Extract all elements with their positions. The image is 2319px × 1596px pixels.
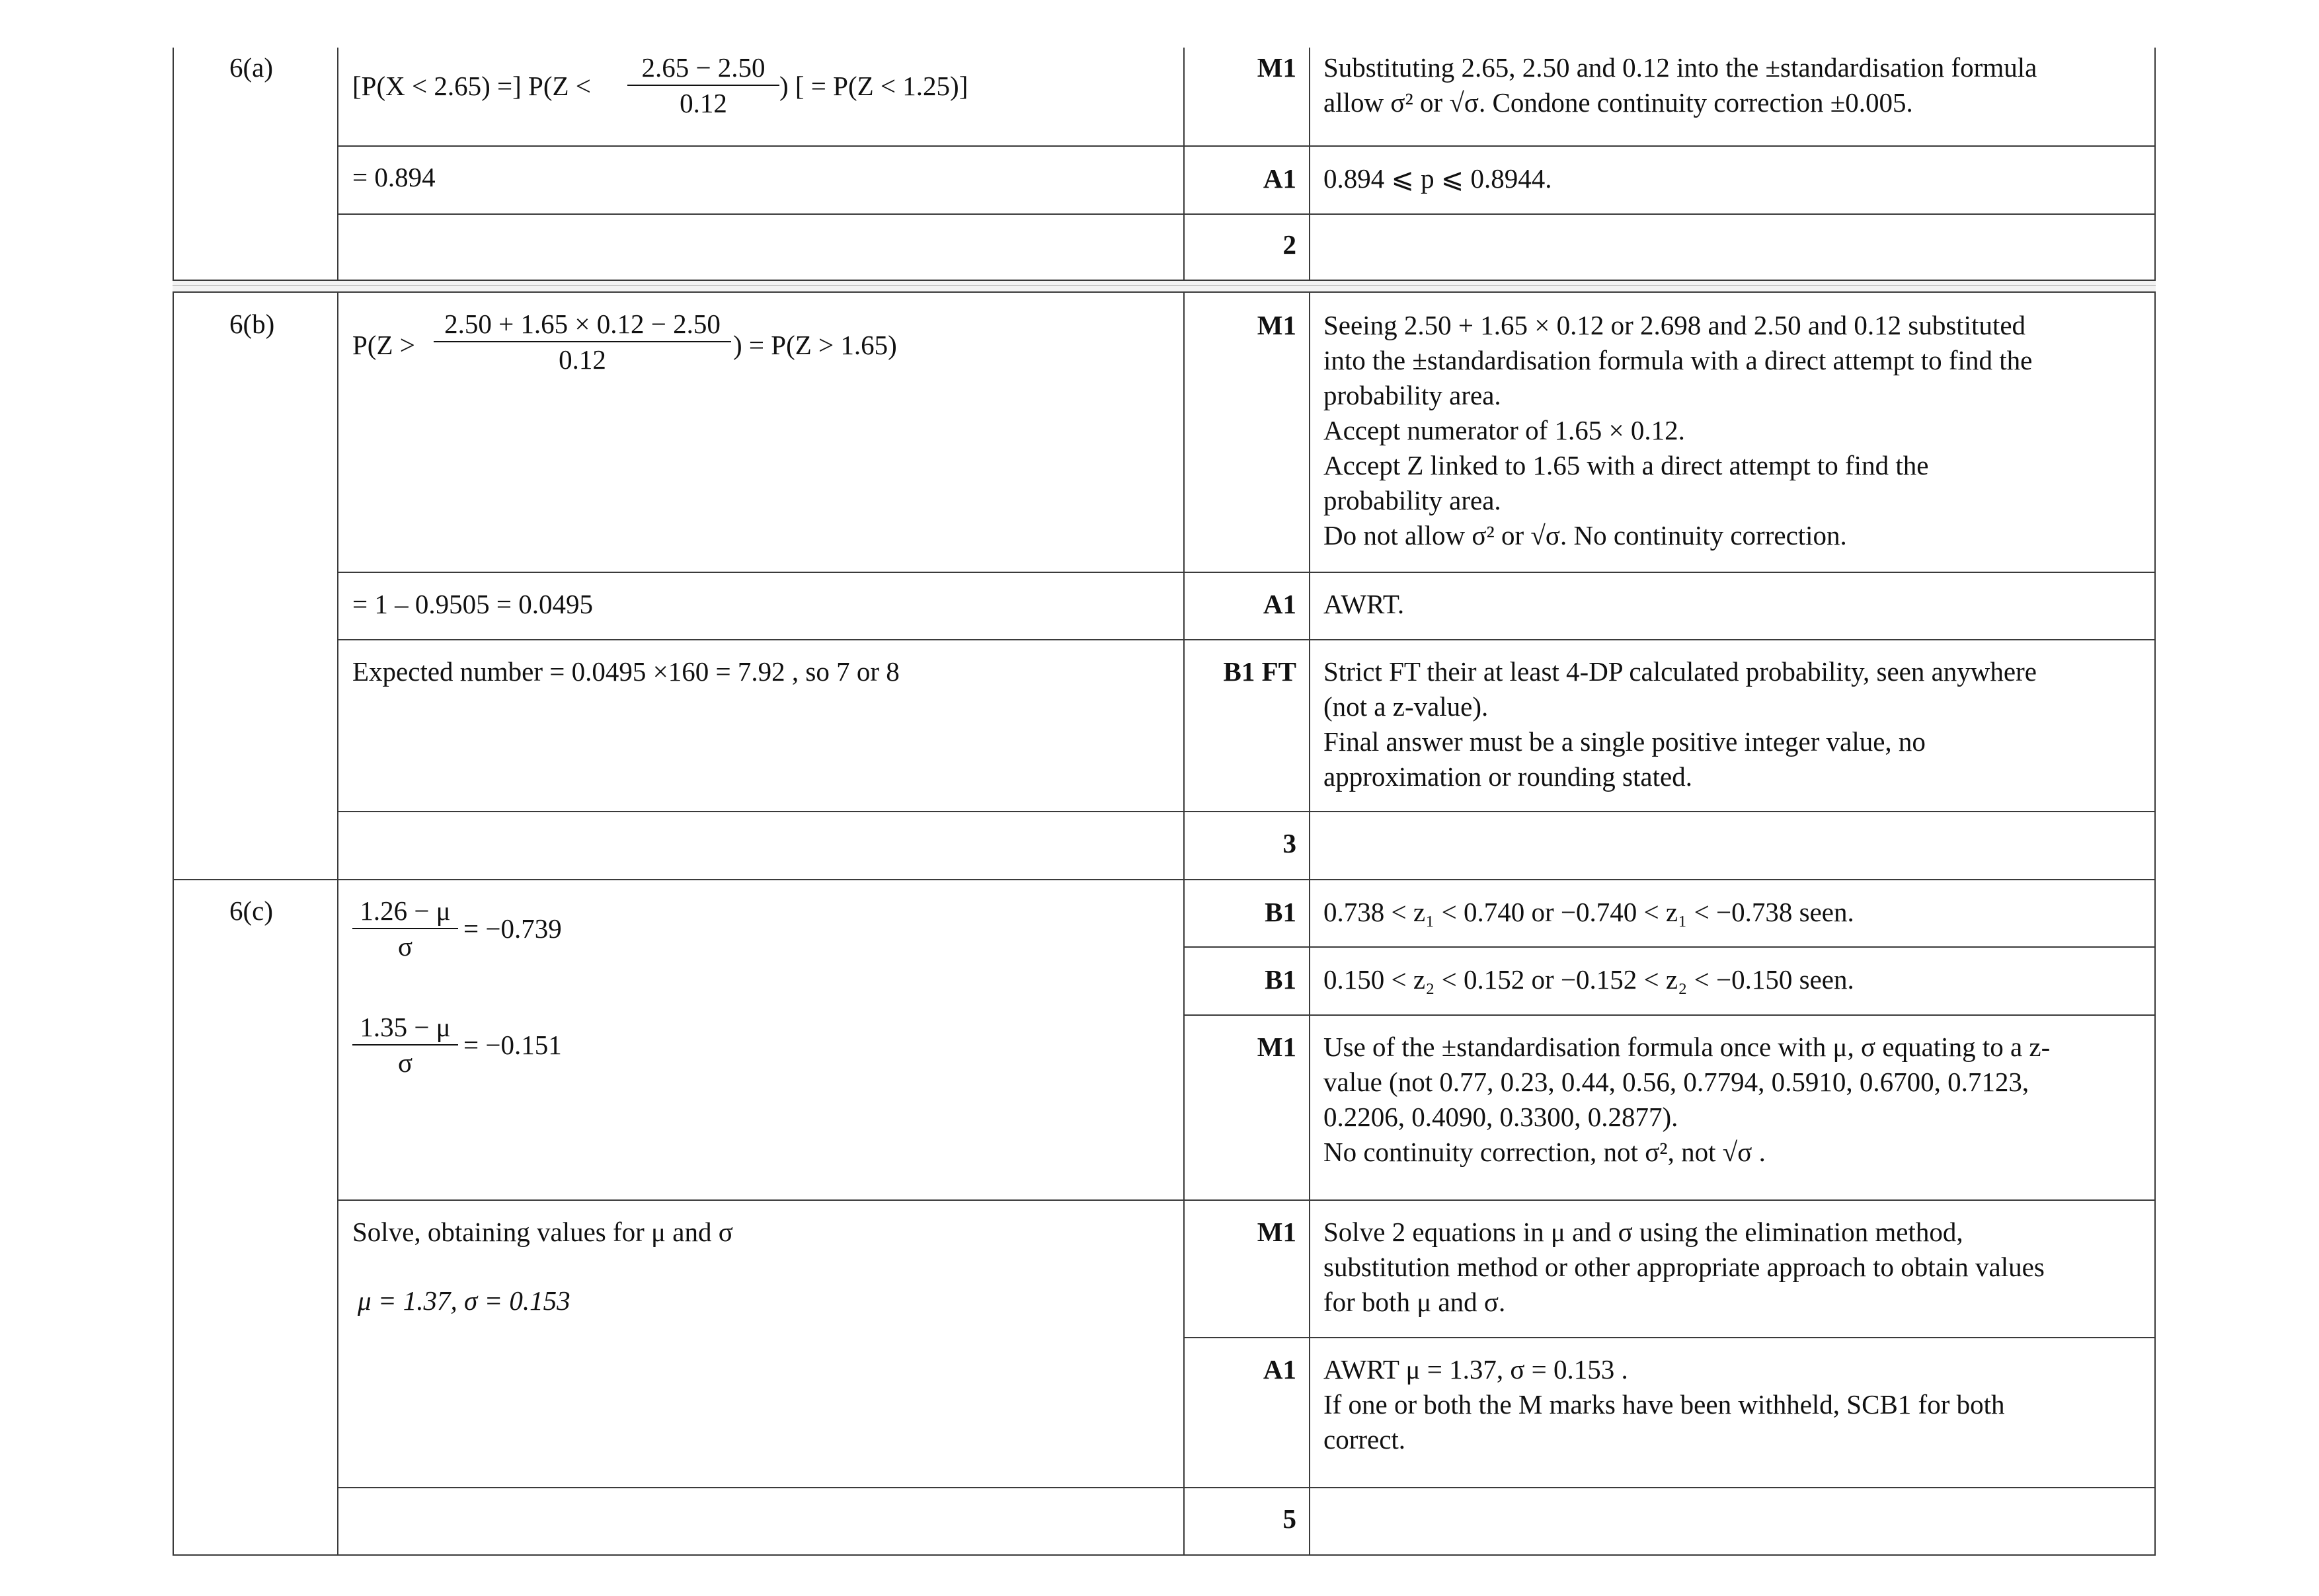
guidance [1323, 1215, 2143, 1320]
answer-prefix: P(Z > [352, 330, 415, 360]
answer-text: Expected number = 0.0495 ×160 = 7.92 , so 7 or 8 [352, 656, 900, 687]
fraction-denominator: σ [397, 1047, 413, 1078]
col-line [173, 293, 174, 1556]
fraction-numerator: 2.50 + 1.65 × 0.12 − 2.50 [444, 309, 721, 339]
row-divider [337, 811, 2156, 812]
mark-code: B1 [1265, 897, 1296, 927]
row-divider [337, 639, 2156, 640]
row-divider [337, 213, 2156, 215]
guidance [1323, 587, 2143, 622]
guidance-line: substitution method or other appropriate approach to obtain values [1323, 1252, 2045, 1282]
guidance [1323, 1352, 2143, 1457]
guidance-line: 0.738 < z₁ < 0.740 or −0.740 < z₁ < −0.738 seen. [1323, 897, 1854, 927]
table-bottom [173, 1554, 2156, 1556]
fraction-denominator: 0.12 [680, 88, 727, 118]
guidance-line: Accept Z linked to 1.65 with a direct attempt to find the [1323, 450, 1929, 480]
fraction [352, 893, 458, 964]
row-divider [337, 572, 2156, 573]
guidance-line: into the ±standardisation formula with a direct attempt to find the [1323, 345, 2033, 375]
guidance-line: 0.2206, 0.4090, 0.3300, 0.2877). [1323, 1102, 1678, 1132]
section-separator [173, 280, 2156, 293]
guidance-line: approximation or rounding stated. [1323, 761, 1692, 792]
solve-result: μ = 1.37, σ = 0.153 [358, 1285, 570, 1316]
col-line [173, 48, 174, 280]
guidance [1323, 50, 2143, 120]
guidance-line: for both μ and σ. [1323, 1287, 1506, 1317]
guidance-line: Do not allow σ² or √σ. No continuity correction. [1323, 520, 1847, 551]
guidance-line: 0.150 < z₂ < 0.152 or −0.152 < z₂ < −0.150 seen. [1323, 964, 1854, 995]
guidance [1323, 962, 2143, 997]
fraction-numerator: 2.65 − 2.50 [641, 52, 766, 83]
guidance-line: Strict FT their at least 4-DP calculated probability, seen anywhere [1323, 656, 2037, 687]
col-line [2154, 293, 2156, 1556]
question-label: 6(a) [229, 52, 274, 83]
guidance-line: AWRT μ = 1.37, σ = 0.153 . [1323, 1354, 1628, 1385]
guidance-line: correct. [1323, 1424, 1406, 1455]
equation-rhs: = −0.739 [463, 913, 562, 944]
col-line [2154, 48, 2156, 280]
guidance-line: Substituting 2.65, 2.50 and 0.12 into the ±standardisation formula [1323, 52, 2037, 83]
fraction [434, 307, 731, 377]
question-label: 6(c) [229, 895, 274, 926]
guidance-line: Accept numerator of 1.65 × 0.12. [1323, 415, 1685, 445]
guidance-line: Final answer must be a single positive integer value, no [1323, 726, 1926, 757]
col-line [337, 48, 338, 280]
guidance-line: Use of the ±standardisation formula once with μ, σ equating to a z- [1323, 1032, 2051, 1062]
guidance-line: AWRT. [1323, 589, 1405, 619]
mark-code: B1 [1265, 964, 1296, 995]
guidance-line: probability area. [1323, 380, 1501, 410]
mark-code: M1 [1257, 1217, 1296, 1247]
mark-code: A1 [1263, 1354, 1296, 1385]
mark-code: M1 [1257, 310, 1296, 340]
guidance [1323, 161, 2143, 196]
guidance [1323, 1030, 2143, 1170]
guidance-line: value (not 0.77, 0.23, 0.44, 0.56, 0.7794, 0.5910, 0.6700, 0.7123, [1323, 1067, 2029, 1097]
answer-text [352, 69, 591, 104]
answer-text: = 1 – 0.9505 = 0.0495 [352, 589, 593, 619]
fraction [627, 50, 779, 120]
guidance-line: 0.894 ⩽ p ⩽ 0.8944. [1323, 163, 1552, 194]
mark-code: A1 [1263, 163, 1296, 194]
mark-code: A1 [1263, 589, 1296, 619]
guidance-line: Seeing 2.50 + 1.65 × 0.12 or 2.698 and 2.50 and 0.12 substituted [1323, 310, 2026, 340]
answer-prefix: [P(X < 2.65) =] P(Z < [352, 71, 591, 101]
mark-scheme-table [173, 48, 2156, 1556]
row-divider [1183, 1014, 2156, 1016]
guidance-line: probability area. [1323, 485, 1501, 515]
equation-rhs: = −0.151 [463, 1030, 562, 1060]
fraction-denominator: 0.12 [559, 344, 606, 375]
answer-text: = 0.894 [352, 162, 436, 192]
guidance-line: Solve 2 equations in μ and σ using the elimination method, [1323, 1217, 1963, 1247]
col-line [337, 293, 338, 1556]
question-label: 6(b) [229, 309, 275, 339]
mark-code: M1 [1257, 1032, 1296, 1062]
mark-code: M1 [1257, 52, 1296, 83]
row-divider [1183, 946, 2156, 948]
row-divider [1183, 1337, 2156, 1338]
col-line [1309, 293, 1310, 1556]
total-marks: 2 [1282, 229, 1296, 260]
guidance-line: No continuity correction, not σ², not √σ . [1323, 1137, 1766, 1167]
guidance [1323, 308, 2143, 553]
section-divider [173, 879, 2156, 880]
guidance [1323, 654, 2143, 794]
answer-suffix: ) = P(Z > 1.65) [733, 330, 897, 360]
fraction-numerator: 1.35 − μ [360, 1012, 451, 1042]
col-line [1309, 48, 1310, 280]
total-marks: 3 [1282, 828, 1296, 858]
row-divider [337, 145, 2156, 147]
answer-suffix: ) [ = P(Z < 1.25)] [779, 71, 968, 101]
fraction [352, 1010, 458, 1080]
guidance-line: (not a z-value). [1323, 691, 1489, 722]
solve-instruction: Solve, obtaining values for μ and σ [352, 1217, 733, 1247]
guidance-line: If one or both the M marks have been withheld, SCB1 for both [1323, 1389, 2005, 1420]
row-divider [337, 1199, 2156, 1201]
row-divider [337, 1487, 2156, 1488]
guidance [1323, 895, 2143, 930]
fraction-numerator: 1.26 − μ [360, 895, 451, 926]
fraction-denominator: σ [397, 931, 413, 962]
total-marks: 5 [1282, 1503, 1296, 1534]
mark-code: B1 FT [1223, 656, 1296, 687]
guidance-line: allow σ² or √σ. Condone continuity correction ±0.005. [1323, 87, 1913, 118]
